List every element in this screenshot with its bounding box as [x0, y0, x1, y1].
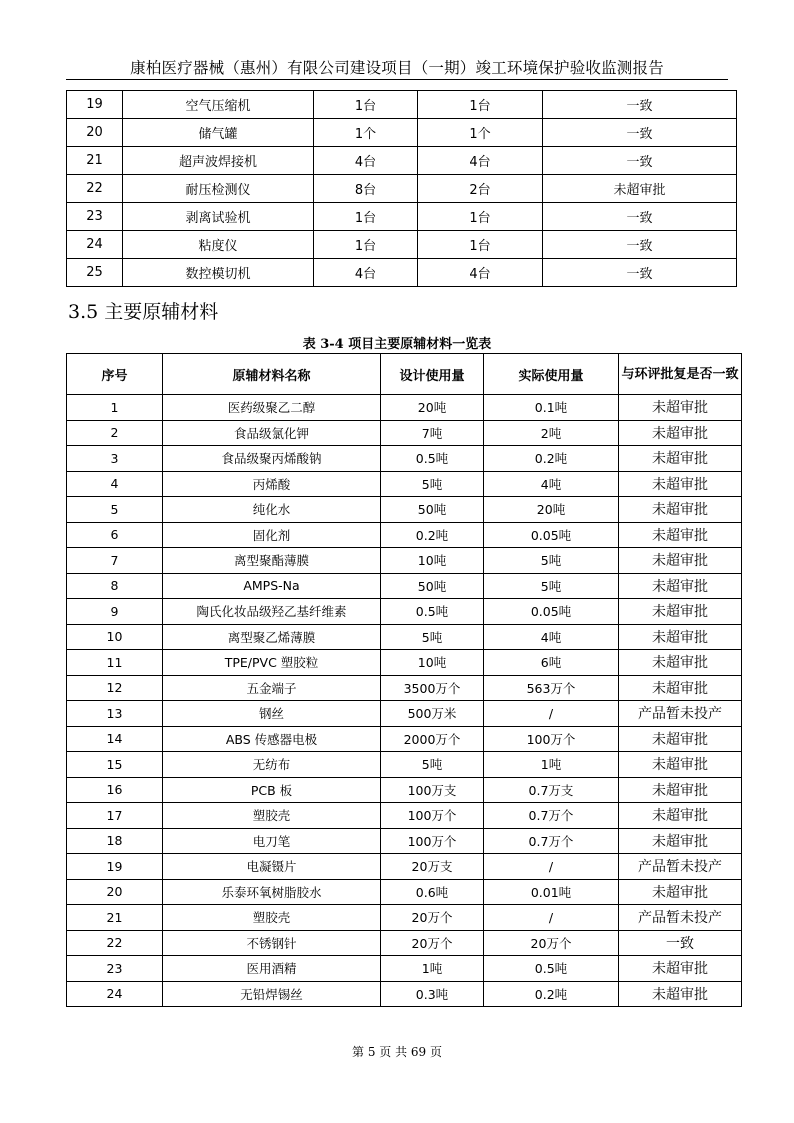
cell-name: ABS 传感器电极 [163, 726, 381, 752]
cell-name: 离型聚乙烯薄膜 [163, 624, 381, 650]
cell-name: 剥离试验机 [123, 203, 314, 231]
cell-no: 23 [67, 956, 163, 982]
cell-no: 23 [67, 203, 123, 231]
cell-no: 4 [67, 471, 163, 497]
equipment-table [66, 90, 737, 287]
cell-status: 一致 [543, 231, 737, 259]
cell-status: 未超审批 [619, 752, 742, 778]
cell-no: 2 [67, 420, 163, 446]
cell-no: 21 [67, 147, 123, 175]
cell-actual: 1台 [418, 231, 543, 259]
table-row [67, 930, 742, 956]
cell-no: 7 [67, 548, 163, 574]
table-row [67, 777, 742, 803]
cell-actual: 0.7万个 [484, 828, 619, 854]
table-row [67, 803, 742, 829]
cell-actual: 20万个 [484, 930, 619, 956]
cell-name: 固化剂 [163, 522, 381, 548]
cell-name: 五金端子 [163, 675, 381, 701]
cell-name: 塑胶壳 [163, 905, 381, 931]
cell-actual: 6吨 [484, 650, 619, 676]
cell-design: 50吨 [381, 573, 484, 599]
cell-design: 1台 [314, 203, 418, 231]
materials-table-body [67, 395, 742, 1007]
cell-design: 20万个 [381, 905, 484, 931]
table-row [67, 854, 742, 880]
table-row [67, 147, 737, 175]
cell-no: 25 [67, 259, 123, 287]
cell-name: 无纺布 [163, 752, 381, 778]
cell-actual: 5吨 [484, 548, 619, 574]
materials-table [66, 353, 742, 1007]
cell-status: 一致 [543, 203, 737, 231]
cell-design: 0.5吨 [381, 446, 484, 472]
cell-actual: / [484, 905, 619, 931]
cell-actual: 1个 [418, 119, 543, 147]
cell-design: 20万支 [381, 854, 484, 880]
table-row [67, 522, 742, 548]
cell-no: 11 [67, 650, 163, 676]
cell-no: 24 [67, 981, 163, 1007]
cell-design: 10吨 [381, 548, 484, 574]
cell-status: 未超审批 [619, 777, 742, 803]
cell-design: 0.6吨 [381, 879, 484, 905]
cell-no: 19 [67, 91, 123, 119]
cell-name: PCB 板 [163, 777, 381, 803]
cell-no: 20 [67, 879, 163, 905]
cell-no: 22 [67, 930, 163, 956]
cell-status: 一致 [543, 147, 737, 175]
cell-name: 无铅焊锡丝 [163, 981, 381, 1007]
table-row [67, 91, 737, 119]
cell-status: 未超审批 [619, 522, 742, 548]
table-row [67, 446, 742, 472]
cell-design: 0.5吨 [381, 599, 484, 625]
cell-name: 粘度仪 [123, 231, 314, 259]
table-row [67, 203, 737, 231]
cell-design: 100万个 [381, 828, 484, 854]
cell-design: 5吨 [381, 471, 484, 497]
cell-actual: 0.2吨 [484, 446, 619, 472]
cell-status: 未超审批 [619, 599, 742, 625]
table-row [67, 497, 742, 523]
page-footer: 第 5 页 共 69 页 [352, 1045, 442, 1059]
cell-status: 未超审批 [619, 624, 742, 650]
cell-name: 数控模切机 [123, 259, 314, 287]
cell-actual: 2台 [418, 175, 543, 203]
cell-status: 产品暂未投产 [619, 701, 742, 727]
cell-name: 空气压缩机 [123, 91, 314, 119]
header-divider [66, 79, 728, 80]
cell-no: 15 [67, 752, 163, 778]
cell-status: 产品暂未投产 [619, 854, 742, 880]
cell-design: 10吨 [381, 650, 484, 676]
cell-name: AMPS-Na [163, 573, 381, 599]
cell-actual: 0.5吨 [484, 956, 619, 982]
cell-design: 7吨 [381, 420, 484, 446]
cell-name: 超声波焊接机 [123, 147, 314, 175]
table-caption: 表 3-4 项目主要原辅材料一览表 [302, 337, 492, 352]
cell-actual: 5吨 [484, 573, 619, 599]
cell-actual: 0.1吨 [484, 395, 619, 421]
cell-name: 耐压检测仪 [123, 175, 314, 203]
cell-design: 20吨 [381, 395, 484, 421]
header-no: 序号 [67, 354, 163, 395]
table-row [67, 259, 737, 287]
cell-name: 纯化水 [163, 497, 381, 523]
cell-name: 医药级聚乙二醇 [163, 395, 381, 421]
cell-status: 一致 [619, 930, 742, 956]
table-row [67, 548, 742, 574]
cell-design: 5吨 [381, 624, 484, 650]
cell-actual: 4吨 [484, 471, 619, 497]
cell-design: 5吨 [381, 752, 484, 778]
cell-no: 17 [67, 803, 163, 829]
table-row [67, 420, 742, 446]
table-row [67, 175, 737, 203]
cell-status: 未超审批 [619, 497, 742, 523]
cell-actual: 2吨 [484, 420, 619, 446]
cell-name: 医用酒精 [163, 956, 381, 982]
materials-header-row [67, 354, 742, 395]
cell-status: 未超审批 [619, 675, 742, 701]
table-row [67, 650, 742, 676]
table-row [67, 956, 742, 982]
header-status: 与环评批复是否一致 [619, 354, 742, 395]
cell-status: 未超审批 [543, 175, 737, 203]
cell-name: 陶氏化妆品级羟乙基纤维素 [163, 599, 381, 625]
cell-design: 0.3吨 [381, 981, 484, 1007]
cell-name: 钢丝 [163, 701, 381, 727]
table-row [67, 471, 742, 497]
cell-status: 未超审批 [619, 803, 742, 829]
cell-actual: 1吨 [484, 752, 619, 778]
cell-no: 6 [67, 522, 163, 548]
cell-status: 未超审批 [619, 420, 742, 446]
cell-design: 4台 [314, 259, 418, 287]
cell-design: 100万个 [381, 803, 484, 829]
cell-status: 未超审批 [619, 726, 742, 752]
table-row [67, 119, 737, 147]
cell-status: 一致 [543, 119, 737, 147]
cell-status: 未超审批 [619, 446, 742, 472]
table-row [67, 701, 742, 727]
cell-status: 产品暂未投产 [619, 905, 742, 931]
cell-design: 0.2吨 [381, 522, 484, 548]
cell-name: 电刀笔 [163, 828, 381, 854]
cell-design: 1台 [314, 91, 418, 119]
cell-name: 离型聚酯薄膜 [163, 548, 381, 574]
cell-actual: / [484, 854, 619, 880]
cell-no: 24 [67, 231, 123, 259]
cell-name: 丙烯酸 [163, 471, 381, 497]
cell-no: 16 [67, 777, 163, 803]
cell-design: 500万米 [381, 701, 484, 727]
table-row [67, 905, 742, 931]
cell-status: 未超审批 [619, 650, 742, 676]
cell-actual: 1台 [418, 203, 543, 231]
cell-no: 8 [67, 573, 163, 599]
cell-name: 乐泰环氧树脂胶水 [163, 879, 381, 905]
cell-no: 1 [67, 395, 163, 421]
cell-actual: 0.05吨 [484, 599, 619, 625]
header-actual: 实际使用量 [484, 354, 619, 395]
cell-actual: 4台 [418, 147, 543, 175]
cell-design: 2000万个 [381, 726, 484, 752]
cell-no: 5 [67, 497, 163, 523]
cell-name: 塑胶壳 [163, 803, 381, 829]
cell-no: 3 [67, 446, 163, 472]
table-row [67, 752, 742, 778]
cell-status: 未超审批 [619, 395, 742, 421]
cell-design: 1台 [314, 231, 418, 259]
table-row [67, 624, 742, 650]
cell-design: 4台 [314, 147, 418, 175]
table-row [67, 573, 742, 599]
cell-design: 3500万个 [381, 675, 484, 701]
cell-name: 食品级聚丙烯酸钠 [163, 446, 381, 472]
header-name: 原辅材料名称 [163, 354, 381, 395]
cell-design: 20万个 [381, 930, 484, 956]
cell-actual: 4台 [418, 259, 543, 287]
cell-status: 未超审批 [619, 573, 742, 599]
cell-actual: 100万个 [484, 726, 619, 752]
cell-design: 50吨 [381, 497, 484, 523]
cell-actual: 20吨 [484, 497, 619, 523]
cell-no: 14 [67, 726, 163, 752]
cell-no: 18 [67, 828, 163, 854]
table-row [67, 231, 737, 259]
cell-design: 1吨 [381, 956, 484, 982]
section-heading: 3.5 主要原辅材料 [68, 301, 219, 323]
cell-status: 未超审批 [619, 471, 742, 497]
table-row [67, 828, 742, 854]
cell-no: 19 [67, 854, 163, 880]
cell-name: TPE/PVC 塑胶粒 [163, 650, 381, 676]
cell-no: 10 [67, 624, 163, 650]
cell-no: 9 [67, 599, 163, 625]
cell-actual: / [484, 701, 619, 727]
cell-no: 20 [67, 119, 123, 147]
table-row [67, 675, 742, 701]
table-row [67, 879, 742, 905]
page-header-title: 康柏医疗器械（惠州）有限公司建设项目（一期）竣工环境保护验收监测报告 [130, 59, 664, 77]
cell-status: 未超审批 [619, 956, 742, 982]
table-row [67, 981, 742, 1007]
cell-name: 食品级氯化钾 [163, 420, 381, 446]
cell-actual: 4吨 [484, 624, 619, 650]
cell-name: 电凝镊片 [163, 854, 381, 880]
cell-actual: 0.7万个 [484, 803, 619, 829]
cell-no: 12 [67, 675, 163, 701]
table-row [67, 726, 742, 752]
table-row [67, 599, 742, 625]
cell-no: 13 [67, 701, 163, 727]
cell-actual: 563万个 [484, 675, 619, 701]
cell-actual: 0.05吨 [484, 522, 619, 548]
cell-status: 未超审批 [619, 879, 742, 905]
cell-name: 不锈钢针 [163, 930, 381, 956]
cell-actual: 0.7万支 [484, 777, 619, 803]
cell-status: 未超审批 [619, 981, 742, 1007]
cell-no: 22 [67, 175, 123, 203]
cell-status: 一致 [543, 259, 737, 287]
cell-actual: 1台 [418, 91, 543, 119]
cell-design: 100万支 [381, 777, 484, 803]
cell-design: 1个 [314, 119, 418, 147]
cell-no: 21 [67, 905, 163, 931]
cell-status: 未超审批 [619, 828, 742, 854]
cell-status: 一致 [543, 91, 737, 119]
cell-actual: 0.01吨 [484, 879, 619, 905]
cell-name: 储气罐 [123, 119, 314, 147]
table-row [67, 395, 742, 421]
cell-status: 未超审批 [619, 548, 742, 574]
header-design: 设计使用量 [381, 354, 484, 395]
cell-design: 8台 [314, 175, 418, 203]
equipment-table-body [67, 91, 737, 287]
cell-actual: 0.2吨 [484, 981, 619, 1007]
